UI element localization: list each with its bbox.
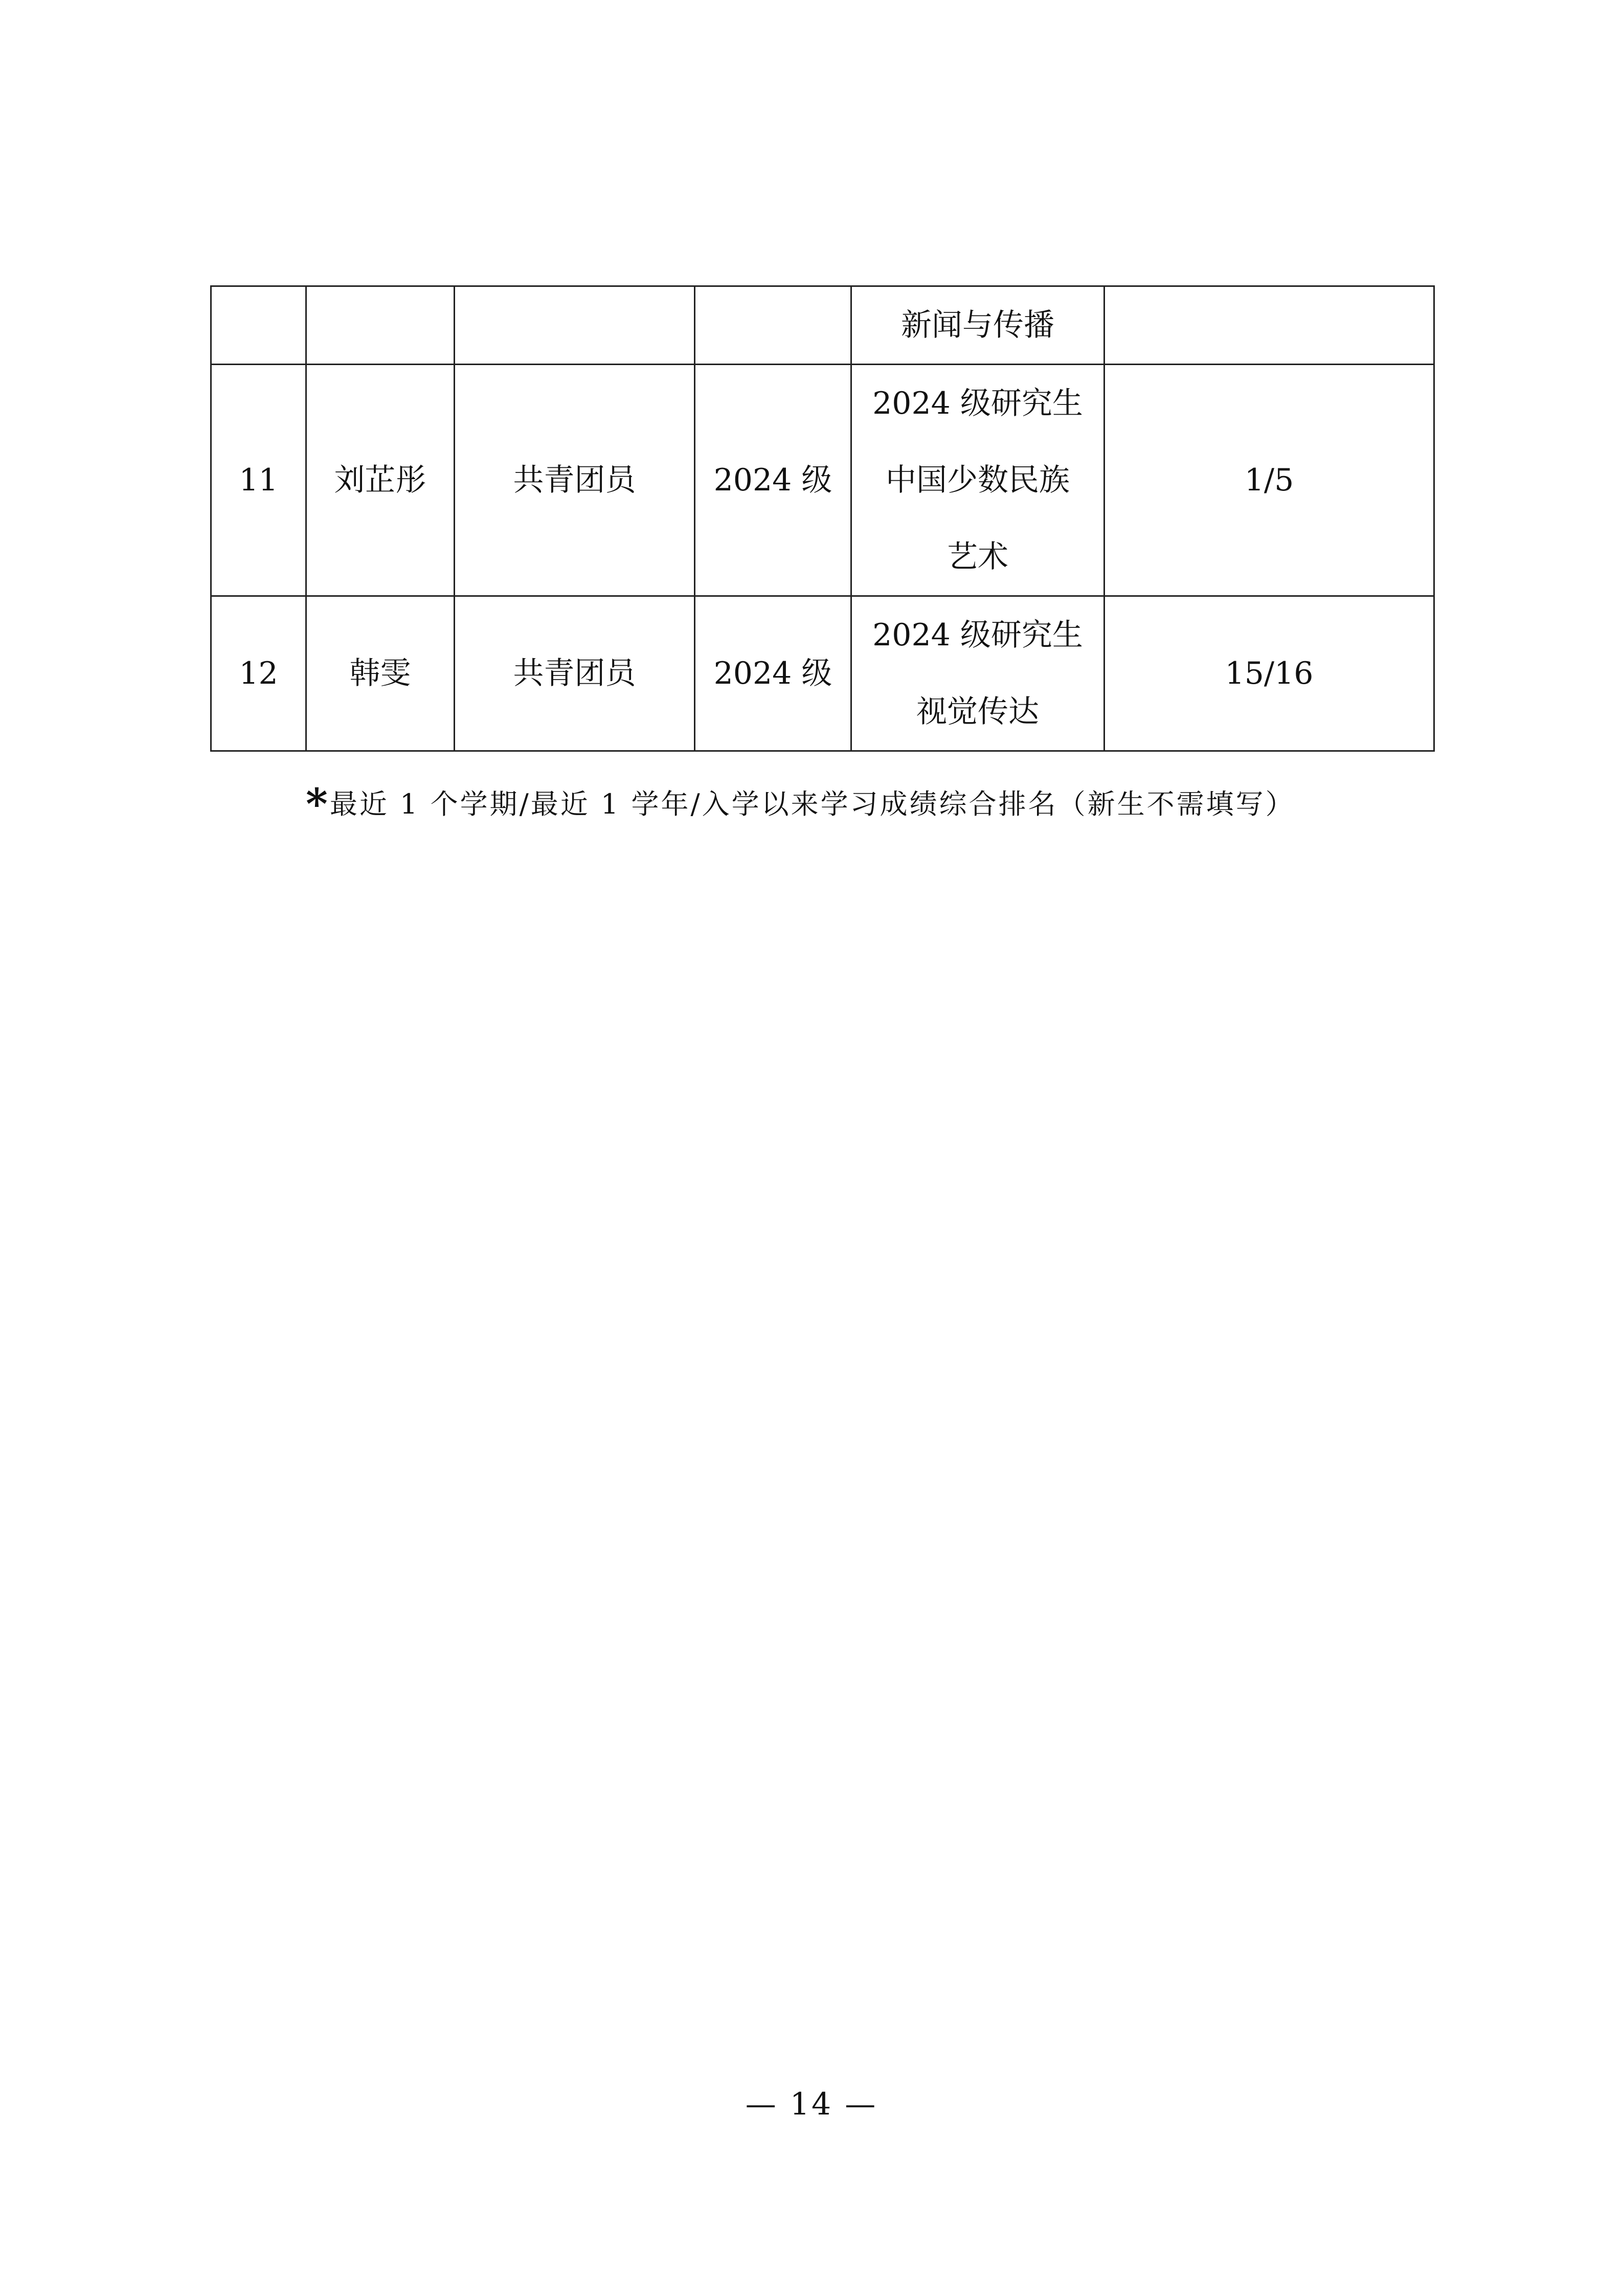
cell-political — [455, 286, 695, 365]
students-table — [210, 285, 1435, 752]
major-line: 中国少数民族 — [886, 462, 1070, 498]
cell-name: 韩雯 — [306, 596, 455, 751]
cell-rank: 15/16 — [1104, 596, 1434, 751]
cell-political: 共青团员 — [455, 365, 695, 596]
page-number: — 14 — — [745, 2086, 878, 2122]
major-line: 2024 级研究生 — [872, 386, 1083, 421]
cell-grade — [695, 286, 851, 365]
table-row — [211, 596, 1434, 751]
major-line: 艺术 — [947, 539, 1008, 575]
cell-no: 11 — [211, 365, 306, 596]
cell-name: 刘芷彤 — [306, 365, 455, 596]
cell-major — [851, 596, 1104, 751]
footnote-mark: * — [306, 780, 330, 829]
major-line: 视觉传达 — [916, 694, 1039, 730]
footnote — [306, 775, 1295, 829]
table-row — [211, 286, 1434, 365]
major-line: 2024 级研究生 — [872, 617, 1083, 653]
footnote-text: 最近 1 个学期/最近 1 学年/入学以来学习成绩综合排名（新生不需填写） — [329, 788, 1295, 820]
cell-rank — [1104, 286, 1434, 365]
major-line: 新闻与传播 — [901, 307, 1054, 343]
cell-major — [851, 286, 1104, 365]
cell-no — [211, 286, 306, 365]
cell-political: 共青团员 — [455, 596, 695, 751]
table-row — [211, 365, 1434, 596]
cell-no: 12 — [211, 596, 306, 751]
cell-rank: 1/5 — [1104, 365, 1434, 596]
cell-major — [851, 365, 1104, 596]
cell-grade: 2024 级 — [695, 365, 851, 596]
cell-name — [306, 286, 455, 365]
cell-grade: 2024 级 — [695, 596, 851, 751]
